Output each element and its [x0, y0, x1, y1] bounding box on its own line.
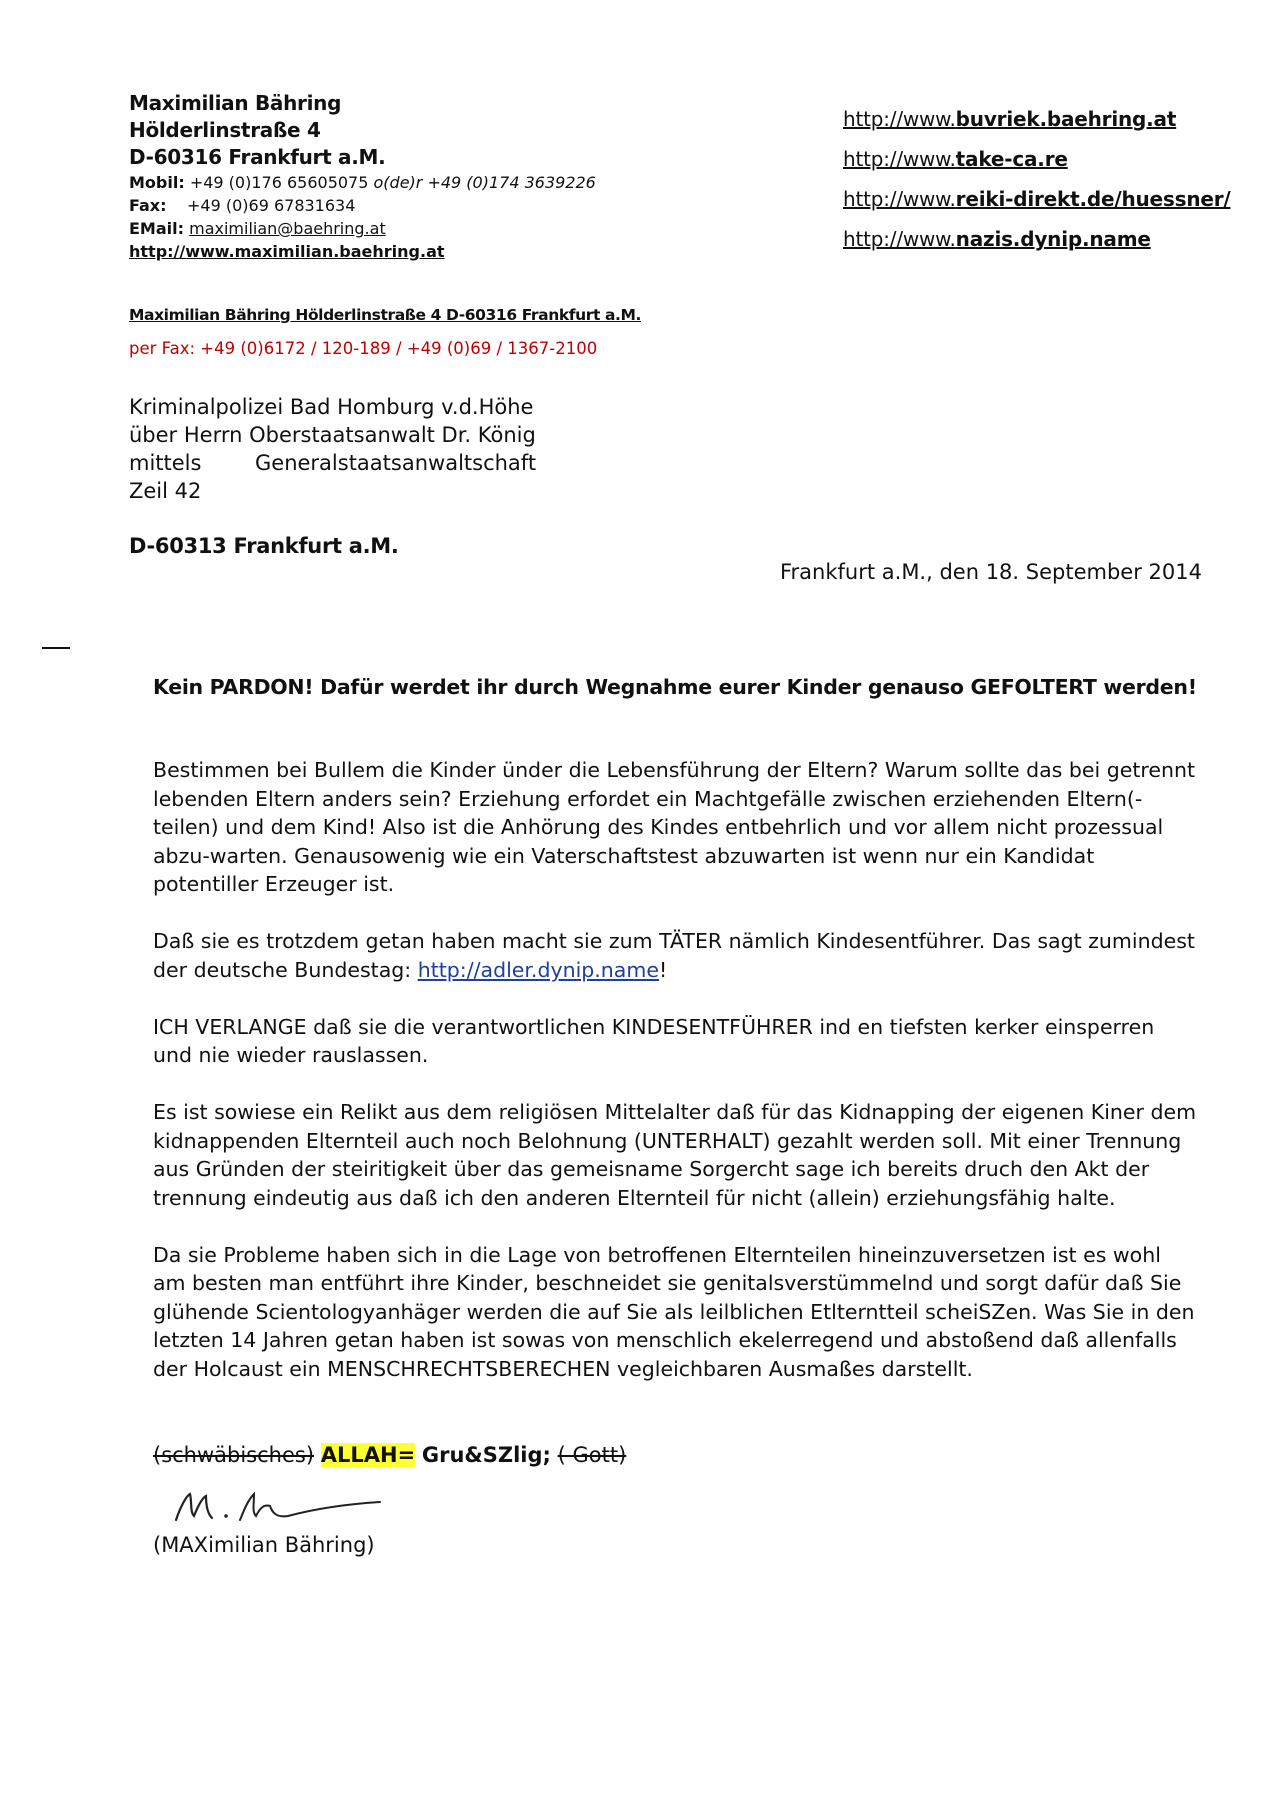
link-reiki[interactable]: http://www.reiki-direkt.de/huessner/ [843, 187, 1231, 211]
adler-link[interactable]: http://adler.dynip.name [417, 957, 659, 982]
letter-body [153, 756, 1198, 1412]
website-link[interactable]: http://www.maximilian.baehring.at [129, 242, 445, 261]
mobile-value: +49 (0)176 65605075 [189, 173, 369, 192]
fax-label: Fax: [129, 196, 167, 215]
mobile-label: Mobil: [129, 173, 185, 192]
closing-gruss: Gru&SZlig; [421, 1443, 551, 1467]
paragraph-3: ICH VERLANGE daß sie die verantwortlichen KINDESENTFÜHRER ind en tiefsten kerker einsperren und nie wieder rauslassen. [153, 1014, 1155, 1067]
recipient-line3-value: Generalstaatsanwaltschaft [255, 451, 537, 475]
sender-block [129, 90, 829, 263]
recipient-line4: Zeil 42 [129, 479, 202, 503]
return-address: Maximilian Bähring Hölderlinstraße 4 D-60316 Frankfurt a.M. [129, 306, 642, 324]
sender-city: D-60316 Frankfurt a.M. [129, 145, 386, 169]
closing-line [153, 1443, 626, 1467]
letter-subject: Kein PARDON! Dafür werdet ihr durch Wegnahme eurer Kinder genauso GEFOLTERT werden! [153, 675, 1197, 699]
sender-mobile [129, 171, 829, 194]
sender-name: Maximilian Bähring [129, 91, 342, 115]
sender-street: Hölderlinstraße 4 [129, 118, 321, 142]
email-link[interactable]: maximilian@baehring.at [189, 219, 386, 238]
header-links [843, 99, 1231, 259]
closing-highlight: ALLAH= [320, 1443, 416, 1467]
recipient-city: D-60313 Frankfurt a.M. [129, 534, 399, 558]
mobile-alt: o(de)r +49 (0)174 3639226 [373, 173, 596, 192]
recipient-block [129, 393, 536, 505]
paragraph-5: Da sie Probleme haben sich in die Lage von betroffenen Elternteilen hineinzuversetzen ist es wohl am besten man entführt ihre Kinder, beschneidet sie genitalsverstümmelnd und sorgt dafür daß Sie glühende Scientologyanhäger werden die auf Sie als leilblichen Etlterntteil scheiSZen. Was Sie in den letzten 14 Jahren getan haben ist sowas von menschlich ekelerregend und abstoßend daß allenfalls der Holcaust ein MENSCHRECHTSBERECHEN vegleichbaren Ausmaßes darstellt. [153, 1242, 1195, 1381]
fax-value: +49 (0)69 67831634 [187, 196, 356, 215]
link-take-care[interactable]: http://www.take-ca.re [843, 147, 1068, 171]
recipient-line2: über Herrn Oberstaatsanwalt Dr. König [129, 423, 536, 447]
signature-image [168, 1478, 388, 1538]
paragraph-4: Es ist sowiese ein Relikt aus dem religiösen Mittelalter daß für das Kidnapping der eigenen Kiner dem kidnappenden Elternteil auch noch Belohnung (UNTERHALT) gezahlt werden soll. Mit einer Trennung aus Gründen der steiritigkeit über das gemeisname Sorgercht sage ich bereits druch den Akt der trennung eindeutig aus daß ich den anderen Elternteil für nicht (allein) erziehungsfähig halte. [153, 1100, 1197, 1210]
closing-struck-1: (schwäbisches) [153, 1443, 315, 1467]
recipient-line3-label: mittels [129, 451, 202, 475]
recipient-line3 [129, 449, 536, 477]
recipient-line1: Kriminalpolizei Bad Homburg v.d.Höhe [129, 395, 534, 419]
sender-email [129, 217, 829, 240]
fold-mark [42, 647, 70, 649]
signature-name: (MAXimilian Bähring) [153, 1533, 375, 1557]
paragraph-2: Daß sie es trotzdem getan haben macht sie zum TÄTER nämlich Kindesentführer. Das sagt zumindest der deutsche Bundestag: http://adler.dynip.name! [153, 929, 1195, 982]
fax-line: per Fax: +49 (0)6172 / 120-189 / +49 (0)69 / 1367-2100 [129, 339, 598, 358]
link-buvriek[interactable]: http://www.buvriek.baehring.at [843, 107, 1177, 131]
paragraph-1: Bestimmen bei Bullem die Kinder ünder die Lebensführung der Eltern? Warum sollte das bei getrennt lebenden Eltern anders sein? Erziehung erfordet ein Machtgefälle zwischen erziehenden Eltern(-teilen) und dem Kind! Also ist die Anhörung des Kindes entbehrlich und vor allem nicht prozessual abzu-warten. Genausowenig wie ein Vaterschaftstest abzuwarten ist wenn nur ein Kandidat potentiller Erzeuger ist. [153, 758, 1195, 896]
email-label: EMail: [129, 219, 185, 238]
sender-fax [129, 194, 829, 217]
link-nazis[interactable]: http://www.nazis.dynip.name [843, 227, 1151, 251]
letter-date: Frankfurt a.M., den 18. September 2014 [780, 560, 1202, 584]
closing-struck-2: ( Gott) [557, 1443, 627, 1467]
sender-website [129, 240, 829, 263]
